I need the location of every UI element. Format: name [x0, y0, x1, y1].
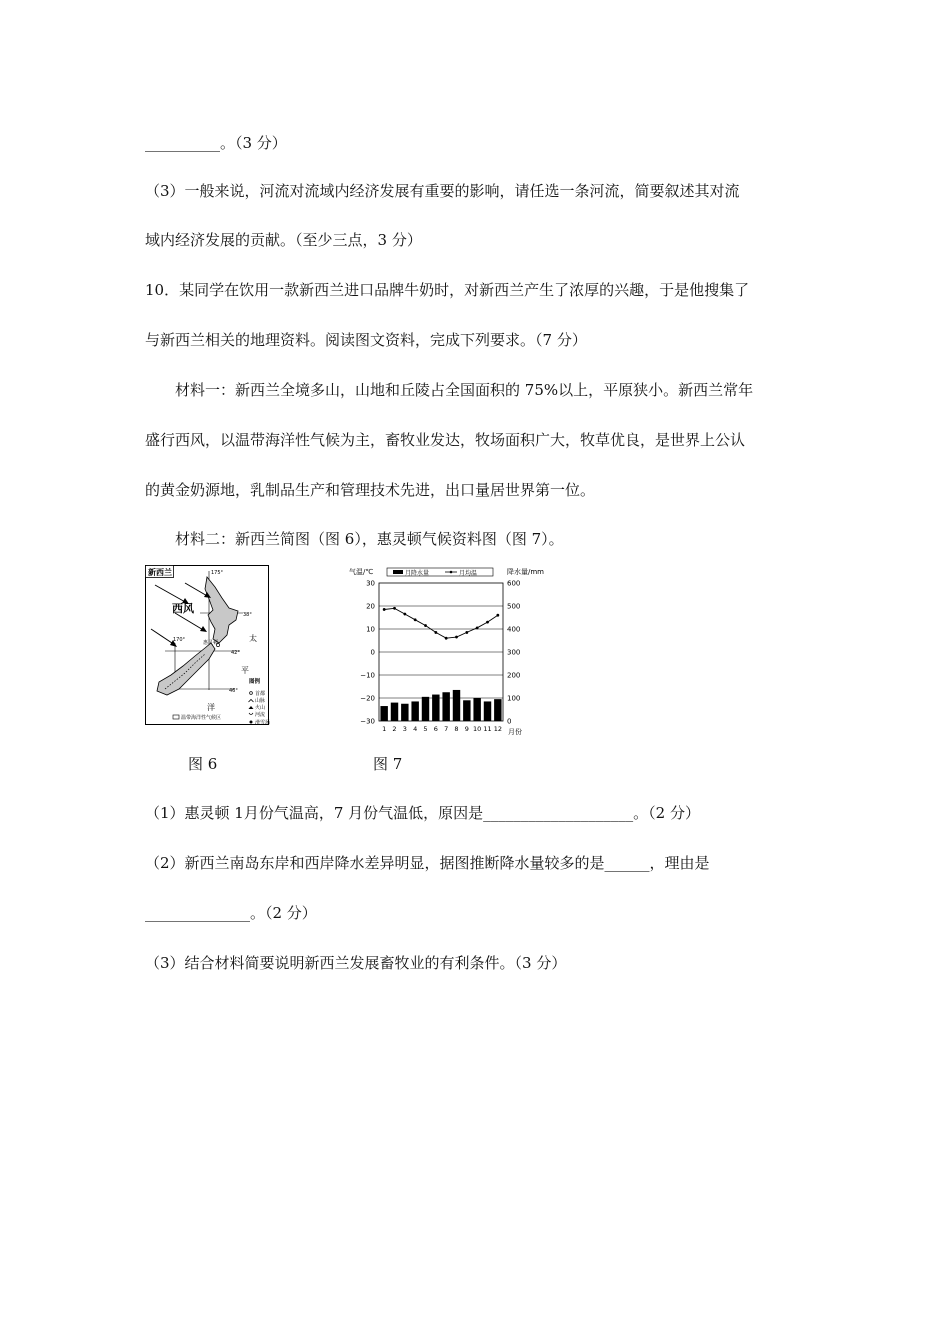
- legend-temp: 月均温: [459, 570, 478, 577]
- y-right-label: 降水量/mm: [507, 568, 544, 576]
- y-left-tick: 10: [366, 625, 375, 634]
- y-left-tick: 20: [366, 602, 375, 611]
- map-title: 新西兰: [148, 568, 172, 577]
- lat-38-label: 38°: [243, 612, 252, 618]
- lat-46-label: 46°: [229, 688, 238, 694]
- material-1-cont-b: 的黄金奶源地，乳制品生产和管理技术先进，出口量居世界第一位。: [145, 481, 596, 499]
- y-right-tick: 100: [507, 694, 521, 703]
- new-zealand-map: [145, 565, 269, 725]
- y-right-tick: 200: [507, 671, 521, 680]
- material-1: 材料一：新西兰全境多山，山地和丘陵占全国面积的 75%以上，平原狭小。新西兰常年: [175, 381, 754, 399]
- temp-point: [403, 613, 406, 616]
- y-right-tick: 300: [507, 648, 521, 657]
- legend-volcano: 火山: [255, 705, 266, 711]
- lat-42-label: 42°: [231, 650, 240, 656]
- legend-ski: 滑雪场: [255, 720, 271, 726]
- x-tick: 12: [493, 725, 502, 733]
- question-3-river: （3）一般来说，河流对流域内经济发展有重要的影响，请任选一条河流，简要叙述其对流: [145, 182, 740, 200]
- x-unit-label: 月份: [508, 728, 522, 736]
- legend-river: 河流: [255, 712, 266, 718]
- x-tick: 10: [473, 725, 482, 733]
- x-tick: 11: [483, 725, 492, 733]
- x-tick: 5: [423, 725, 428, 733]
- y-right-tick: 500: [507, 602, 521, 611]
- x-tick: 8: [454, 725, 459, 733]
- sub-question-2: （2）新西兰南岛东岸和西岸降水差异明显，据图推断降水量较多的是______，理由是: [145, 854, 710, 872]
- x-tick: 3: [402, 725, 407, 733]
- y-right-tick: 0: [507, 717, 512, 726]
- sub-question-2-blank: ______________。（2 分）: [145, 904, 317, 922]
- precip-bar: [463, 700, 470, 721]
- x-tick: 7: [444, 725, 449, 733]
- question-10-intro-cont: 与新西兰相关的地理资料。阅读图文资料，完成下列要求。（7 分）: [145, 331, 587, 349]
- legend-mountain: 山脉: [255, 698, 266, 704]
- precip-bar: [380, 706, 387, 721]
- precip-bar: [484, 701, 491, 721]
- temp-point: [465, 631, 468, 634]
- question-10-intro: 10．某同学在饮用一款新西兰进口品牌牛奶时，对新西兰产生了浓厚的兴趣，于是他搜集了: [145, 281, 750, 299]
- lon-170-label: 170°: [173, 637, 186, 643]
- wind-label: 西风: [172, 602, 194, 615]
- lon-175-label: 175°: [211, 570, 224, 576]
- question-3-river-cont: 域内经济发展的贡献。（至少三点，3 分）: [145, 231, 422, 249]
- precip-bar: [453, 690, 460, 721]
- precip-bar: [391, 703, 398, 721]
- temp-point: [393, 607, 396, 610]
- temp-point: [445, 637, 448, 640]
- temp-line: [384, 608, 498, 638]
- answer-blank-line: __________。（3 分）: [145, 134, 287, 152]
- temp-point: [455, 636, 458, 639]
- precip-bar: [422, 697, 429, 721]
- x-tick: 9: [464, 725, 469, 733]
- temp-point: [383, 608, 386, 611]
- y-left-tick: 30: [366, 579, 375, 588]
- y-left-tick: 0: [370, 648, 375, 657]
- x-tick: 2: [392, 725, 397, 733]
- temp-point: [414, 618, 417, 621]
- sub-question-3: （3）结合材料简要说明新西兰发展畜牧业的有利条件。（3 分）: [145, 954, 567, 972]
- y-right-tick: 600: [507, 579, 521, 588]
- y-right-tick: 400: [507, 625, 521, 634]
- material-1-cont-a: 盛行西风，以温带海洋性气候为主，畜牧业发达，牧场面积广大，牧草优良，是世界上公认: [145, 431, 746, 449]
- x-tick: 6: [433, 725, 438, 733]
- figure-6-caption: 图 6: [188, 755, 218, 773]
- legend-title: 图例: [249, 679, 261, 685]
- x-tick: 4: [413, 725, 418, 733]
- precip-bar: [432, 695, 439, 721]
- ocean-label-1: 太: [249, 634, 257, 643]
- precip-bar: [494, 699, 501, 721]
- y-left-tick: −30: [360, 717, 375, 726]
- material-2: 材料二：新西兰简图（图 6），惠灵顿气候资料图（图 7）。: [175, 530, 564, 548]
- temp-point: [476, 626, 479, 629]
- x-tick: 1: [382, 725, 387, 733]
- ocean-label-2: 平: [241, 666, 249, 675]
- ocean-label-3: 洋: [207, 703, 215, 712]
- temp-point: [486, 621, 489, 624]
- figure-7-caption: 图 7: [373, 755, 403, 773]
- temp-point: [496, 614, 499, 617]
- legend-capital: 首都: [255, 691, 266, 697]
- precip-bar: [401, 704, 408, 721]
- temp-point: [424, 624, 427, 627]
- legend-precip: 月降水量: [405, 570, 430, 577]
- precip-bar: [473, 698, 480, 721]
- wellington-climate-chart: [343, 565, 544, 737]
- precip-bar: [411, 701, 418, 721]
- y-left-tick: −20: [360, 694, 375, 703]
- city-label: 惠灵顿: [203, 640, 219, 646]
- legend-climate-zone: 温带海洋性气候区: [181, 715, 222, 721]
- y-left-label: 气温/℃: [349, 568, 374, 576]
- precip-bar: [442, 692, 449, 721]
- temp-point: [434, 631, 437, 634]
- y-left-tick: −10: [360, 671, 375, 680]
- sub-question-1: （1）惠灵顿 1月份气温高，7 月份气温低，原因是____________________。（2 分）: [145, 804, 700, 822]
